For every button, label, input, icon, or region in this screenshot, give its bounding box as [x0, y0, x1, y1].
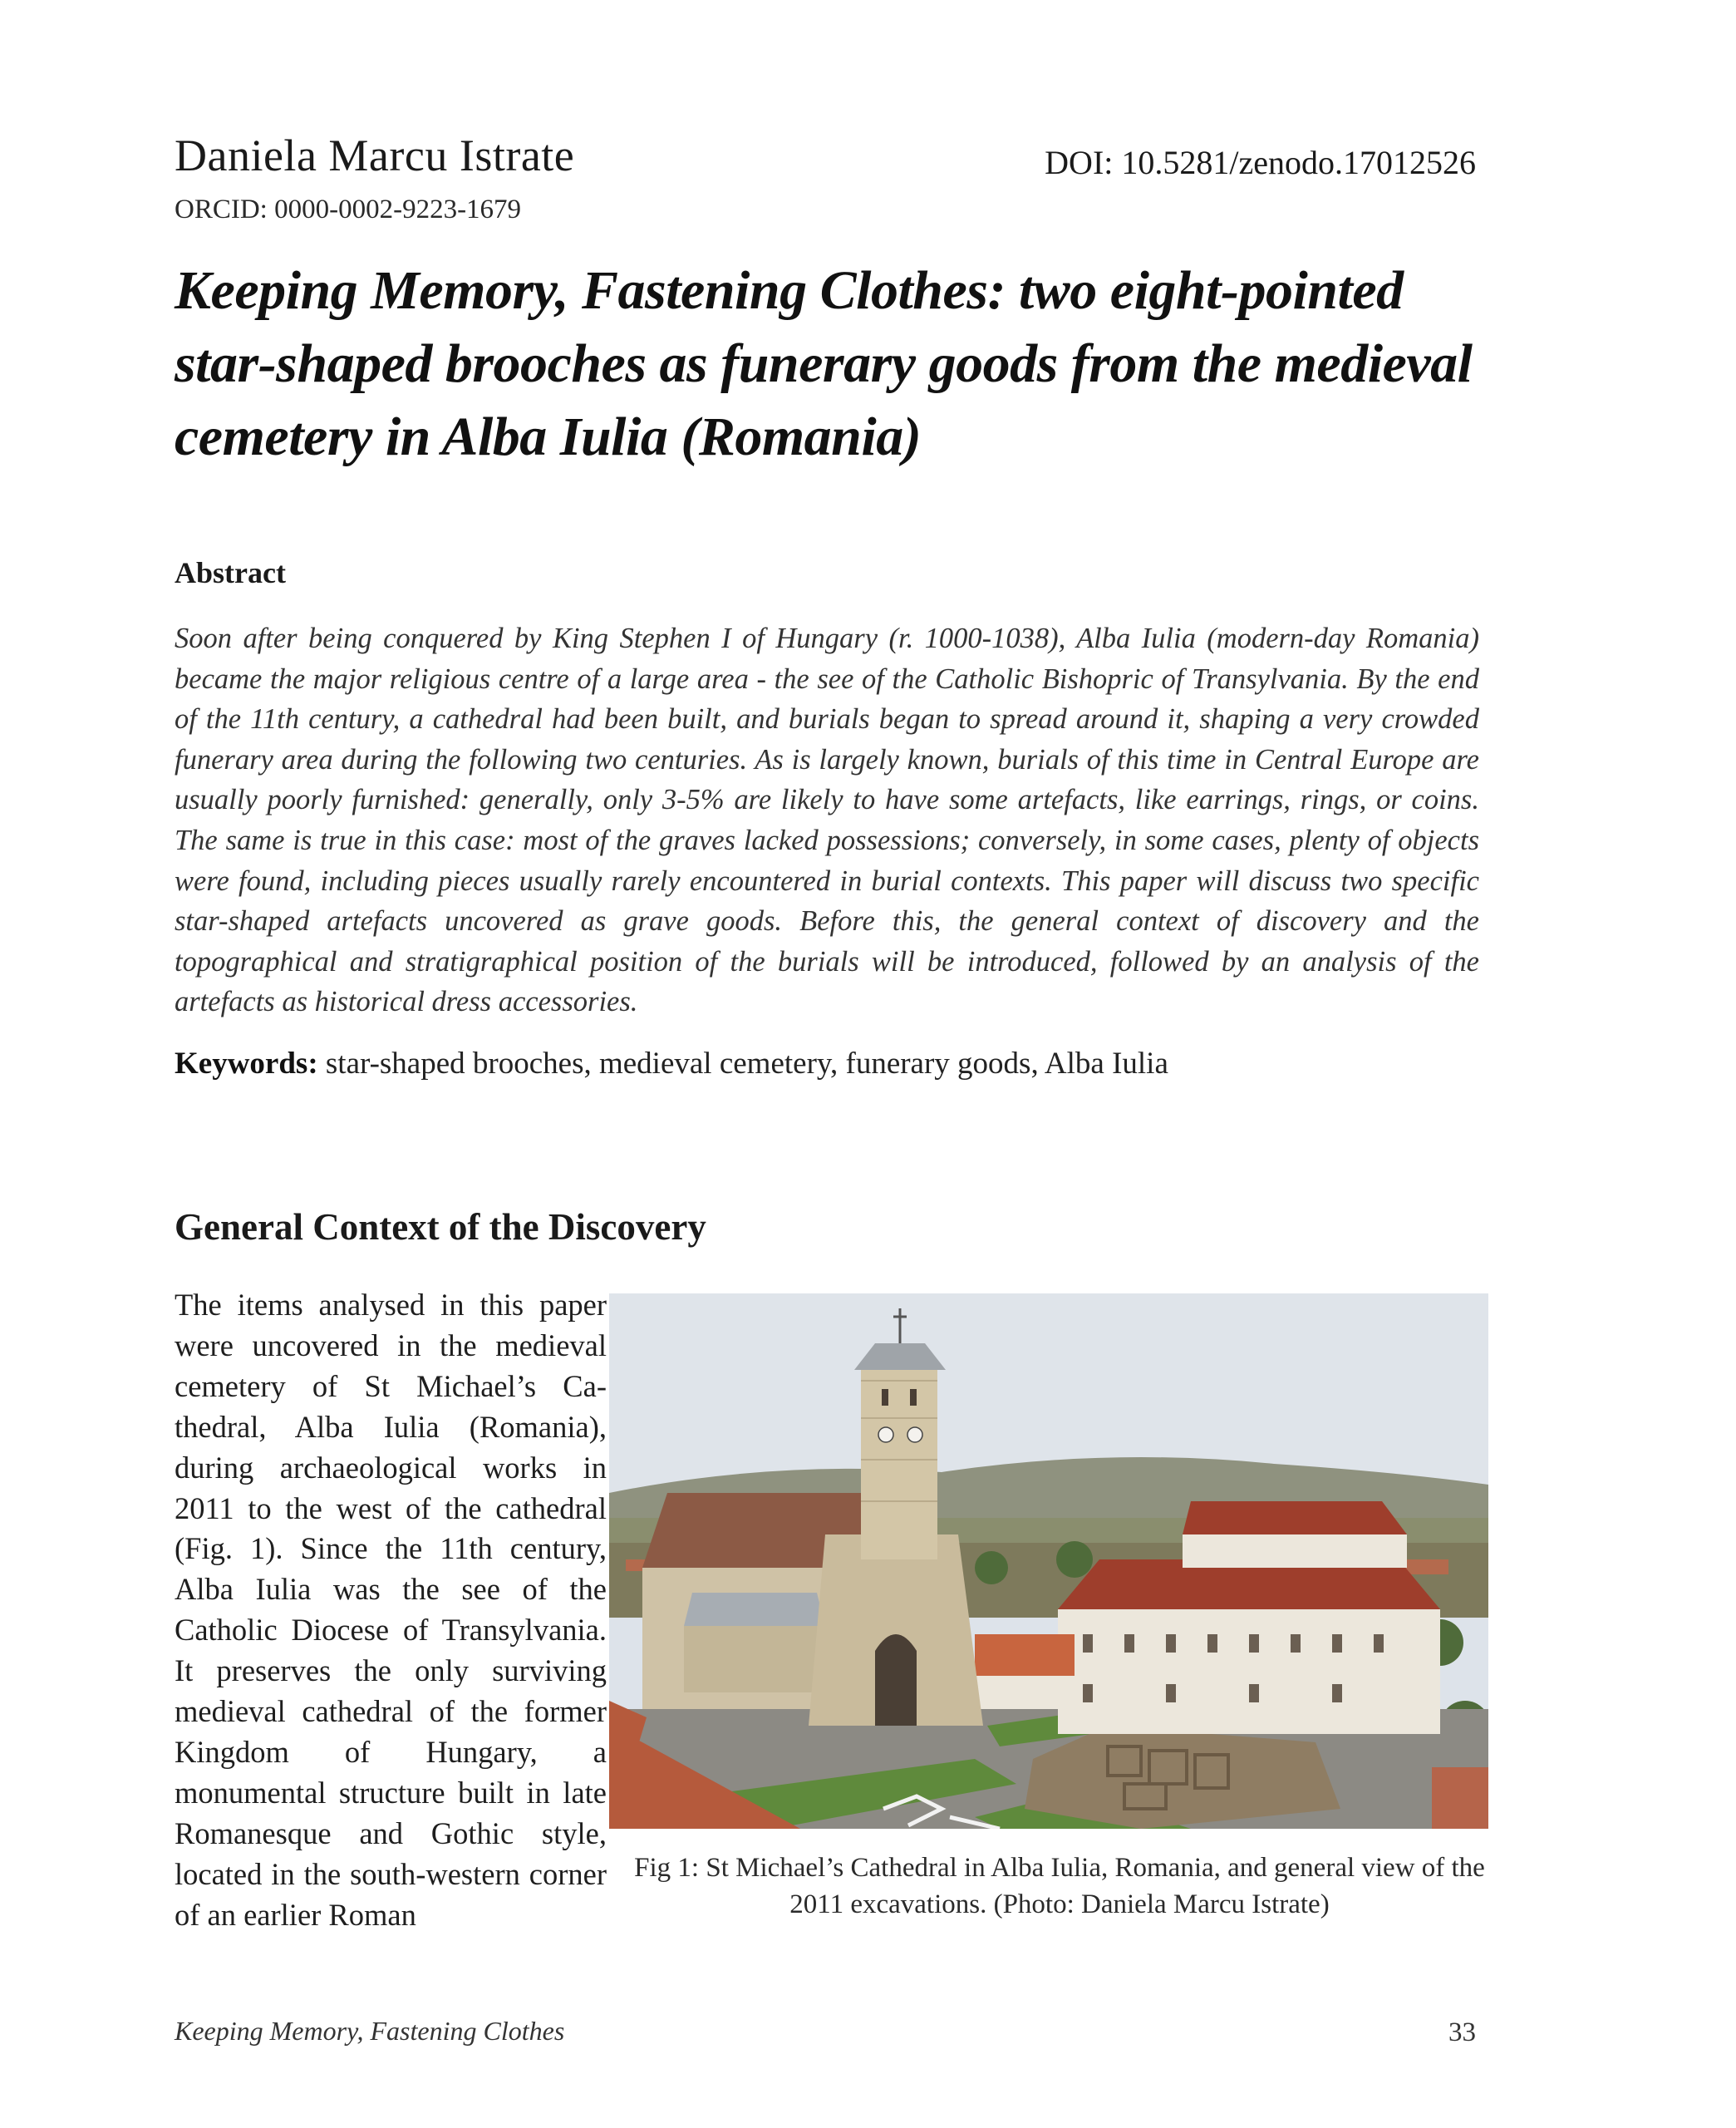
page-number: 33: [1448, 2017, 1476, 2047]
keywords-line: [175, 1046, 1479, 1081]
running-title: Keeping Memory, Fastening Clothes: [175, 2016, 565, 2046]
figure-caption: Fig 1: St Michael’s Cathedral in Alba Iulia, Romania, and general view of the 2011 excavations. (Photo: Daniela Marcu Istrate): [634, 1853, 1485, 1919]
author-name: Daniela Marcu Istrate: [175, 131, 575, 180]
keywords-label: Keywords:: [175, 1047, 318, 1081]
abstract-text: Soon after being conquered by King Stephen I of Hungary (r. 1000-1038), Alba Iulia (modern-day Romania) became the major religious centre of a large area - the see of the Catholic Bishopric of Transylvania. By the end of the 11th century, a cathedral had been built, and burials began to spread around it, shaping a very crowded funerary area during the following two centuries. As is largely known, burials of this time in Central Europe are usually poorly furnished: generally, only 3-5% are likely to have some artefacts, like earrings, rings, or coins. The same is true in this case: most of the graves lacked possessions; conversely, in some cases, plenty of objects were found, including pieces usually rarely encountered in burial contexts. This paper will discuss two specific star-shaped artefacts uncovered as grave goods. Before this, the general context of discovery and the topographical and stratigraphical position of the burials will be introduced, followed by an analysis of the artefacts as historical dress accessories.: [175, 623, 1479, 1018]
keywords-value: star-shaped brooches, medieval cemetery, funerary goods, Alba Iulia: [317, 1047, 1168, 1081]
body-paragraph: The items analysed in this paper were uncovered in the medieval cemetery of St Michael’s Cathedral, Alba Iulia (Romania), during archaeological works in 2011 to the west of the cathedral (Fig. 1). Since the 11th century, Alba Iulia was the see of the Catholic Diocese of Transylvania. It preserves the only surviving medieval cathedral of the former Kingdom of Hungary, a monumental structure built in late Romanesque and Gothic style, located in the south-western corner of an earlier Roman: [175, 1288, 607, 1932]
orcid-id[interactable]: ORCID: 0000-0002-9223-1679: [175, 195, 522, 224]
figure-photo: [609, 1293, 1488, 1829]
cathedral-photo-illustration: [609, 1293, 1488, 1829]
abstract-heading: Abstract: [175, 556, 286, 589]
article-title: Keeping Memory, Fastening Clothes: two eight-pointed star-shaped brooches as funerary goods from the medieval cemetery in Alba Iulia (Romania): [175, 260, 1473, 467]
doi-link[interactable]: DOI: 10.5281/zenodo.17012526: [1045, 144, 1476, 181]
section-heading: General Context of the Discovery: [175, 1206, 706, 1248]
